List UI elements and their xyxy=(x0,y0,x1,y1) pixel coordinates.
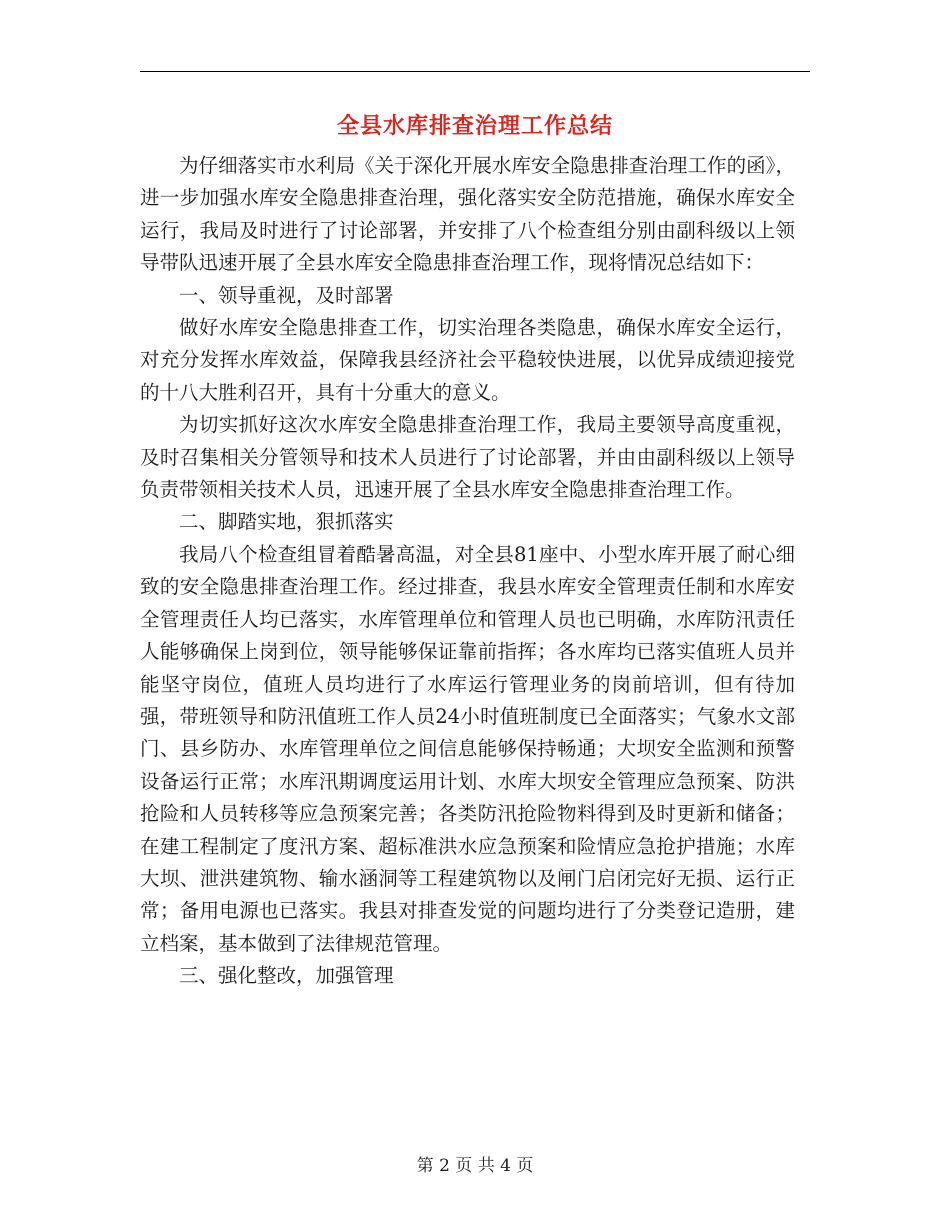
body-paragraph: 为切实抓好这次水库安全隐患排查治理工作，我局主要领导高度重视，及时召集相关分管领导和技术人员进行了讨论部署，并由由副科级以上领导负责带领相关技术人员，迅速开展了全县水库安全隐患排查治理工作。 xyxy=(140,413,795,502)
intro-paragraph: 为仔细落实市水利局《关于深化开展水库安全隐患排查治理工作的函》，进一步加强水库安全隐患排查治理，强化落实安全防范措施，确保水库安全运行，我局及时进行了讨论部署，并安排了八个检查组分别由副科级以上领导带队迅速开展了全县水库安全隐患排查治理工作，现将情况总结如下： xyxy=(140,154,795,275)
header-rule xyxy=(140,71,810,72)
document-title: 全县水库排查治理工作总结 xyxy=(336,113,613,139)
section-heading-2: 二、脚踏实地，狠抓落实 xyxy=(179,510,394,534)
body-paragraph: 我局八个检查组冒着酷暑高温，对全县81座中、小型水库开展了耐心细致的安全隐患排查治理工作。经过排查，我县水库安全管理责任制和水库安全管理责任人均已落实，水库管理单位和管理人员也已明确，水库防汛责任人能够确保上岗到位，领导能够保证靠前指挥；各水库均已落实值班人员并能坚守岗位，值班人员均进行了水库运行管理业务的岗前培训，但有待加强，带班领导和防汛值班工作人员24小时值班制度已全面落实；气象水文部门、县乡防办、水库管理单位之间信息能够保持畅通；大坝安全监测和预警设备运行正常；水库汛期调度运用计划、水库大坝安全管理应急预案、防洪抢险和人员转移等应急预案完善；各类防汛抢险物料得到及时更新和储备；在建工程制定了度汛方案、超标准洪水应急预案和险情应急抢护措施；水库大坝、泄洪建筑物、输水涵洞等工程建筑物以及闸门启闭完好无损、运行正常；备用电源也已落实。我县对排查发觉的问题均进行了分类登记造册，建立档案，基本做到了法律规范管理。 xyxy=(140,542,795,955)
page-number: 第 2 页 共 4 页 xyxy=(416,1156,534,1176)
body-paragraph: 做好水库安全隐患排查工作，切实治理各类隐患，确保水库安全运行，对充分发挥水库效益，保障我县经济社会平稳较快进展，以优异成绩迎接党的十八大胜利召开，具有十分重大的意义。 xyxy=(140,316,795,404)
document-body xyxy=(140,150,795,993)
section-heading-3: 三、强化整改，加强管理 xyxy=(179,964,394,988)
section-heading-1: 一、领导重视，及时部署 xyxy=(179,283,394,307)
